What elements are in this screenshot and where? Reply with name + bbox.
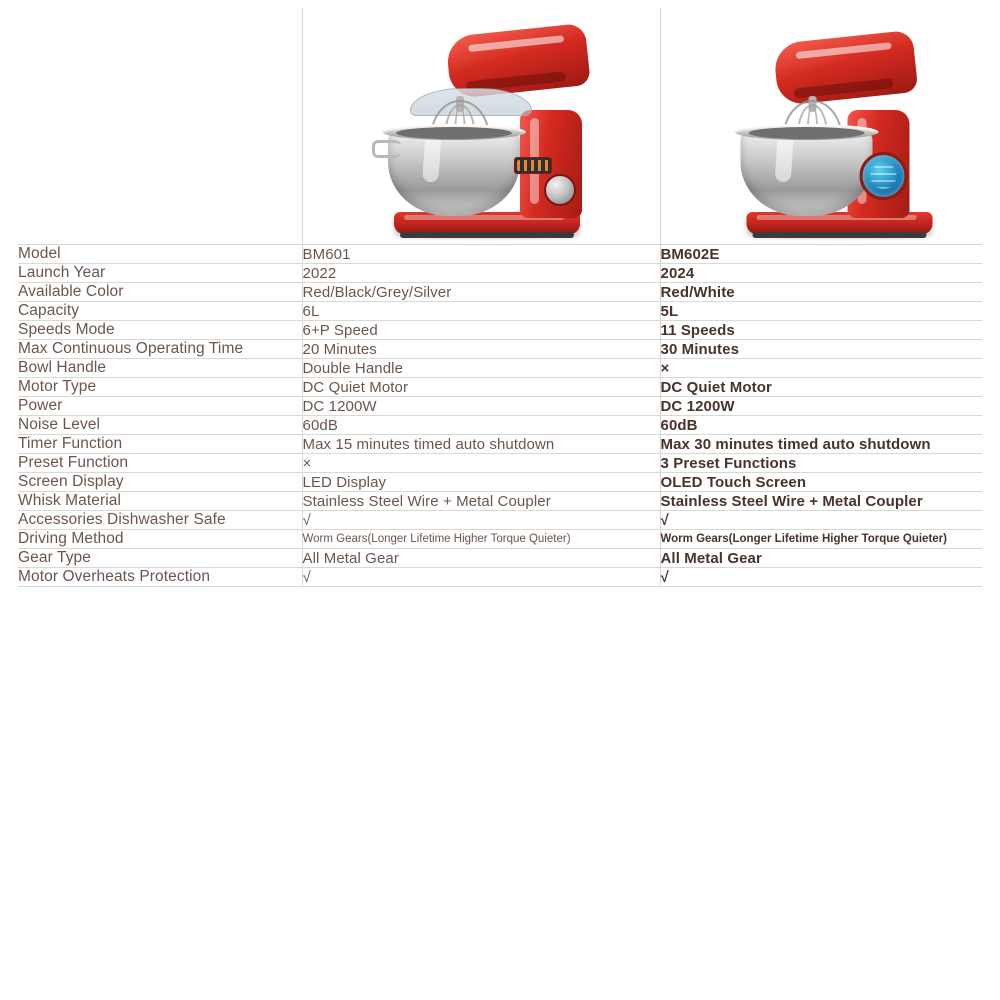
head-stripe [468, 35, 564, 52]
table-row [18, 511, 982, 530]
table-row [18, 378, 982, 397]
table-row [18, 492, 982, 511]
table-row [18, 454, 982, 473]
table-row [18, 302, 982, 321]
table-body [18, 8, 982, 587]
row-label: Noise Level [18, 416, 302, 435]
table-row [18, 568, 982, 587]
table-row [18, 359, 982, 378]
row-value-bm601: Double Handle [302, 359, 660, 378]
row-label: Accessories Dishwasher Safe [18, 511, 302, 530]
mixer-body-a [366, 24, 596, 236]
table-row [18, 416, 982, 435]
row-label: Speeds Mode [18, 321, 302, 340]
row-value-bm602e: 3 Preset Functions [660, 454, 982, 473]
table-row [18, 283, 982, 302]
row-value-bm602e: Worm Gears(Longer Lifetime Higher Torque Quieter) [660, 530, 982, 549]
mixer-illustration-bm601 [303, 12, 660, 244]
row-label: Whisk Material [18, 492, 302, 511]
table-row [18, 264, 982, 283]
row-value-bm601: 6+P Speed [302, 321, 660, 340]
row-label: Gear Type [18, 549, 302, 568]
table-row [18, 340, 982, 359]
table-row [18, 397, 982, 416]
row-value-bm602e: 11 Speeds [660, 321, 982, 340]
table-row [18, 245, 982, 264]
row-value-bm601: 60dB [302, 416, 660, 435]
row-value-bm601: BM601 [302, 245, 660, 264]
row-label: Bowl Handle [18, 359, 302, 378]
row-label: Motor Overheats Protection [18, 568, 302, 587]
table-row [18, 473, 982, 492]
row-label: Timer Function [18, 435, 302, 454]
row-value-bm601: Stainless Steel Wire + Metal Coupler [302, 492, 660, 511]
row-value-bm601: Worm Gears(Longer Lifetime Higher Torque Quieter) [302, 530, 660, 549]
row-value-bm602e: √ [660, 568, 982, 587]
row-value-bm602e: DC Quiet Motor [660, 378, 982, 397]
row-value-bm602e: 30 Minutes [660, 340, 982, 359]
row-value-bm601: DC Quiet Motor [302, 378, 660, 397]
stainless-bowl [388, 130, 520, 216]
row-value-bm601: × [302, 454, 660, 473]
row-label: Screen Display [18, 473, 302, 492]
mixer-body-b [719, 31, 924, 236]
row-label: Motor Type [18, 378, 302, 397]
row-label: Model [18, 245, 302, 264]
row-label: Capacity [18, 302, 302, 321]
row-value-bm602e: √ [660, 511, 982, 530]
row-value-bm602e: Red/White [660, 283, 982, 302]
row-value-bm601: LED Display [302, 473, 660, 492]
product-image-cell-bm602e [660, 8, 982, 245]
table-row [18, 435, 982, 454]
bowl-handle [372, 140, 401, 158]
row-label: Max Continuous Operating Time [18, 340, 302, 359]
table-row [18, 321, 982, 340]
product-image-row [18, 8, 982, 245]
row-value-bm602e: Max 30 minutes timed auto shutdown [660, 435, 982, 454]
row-value-bm602e: All Metal Gear [660, 549, 982, 568]
row-value-bm601: Red/Black/Grey/Silver [302, 283, 660, 302]
row-value-bm601: 2022 [302, 264, 660, 283]
row-value-bm601: √ [302, 511, 660, 530]
head-stripe [796, 42, 892, 59]
row-value-bm601: All Metal Gear [302, 549, 660, 568]
row-value-bm601: 6L [302, 302, 660, 321]
row-label: Driving Method [18, 530, 302, 549]
row-value-bm602e: OLED Touch Screen [660, 473, 982, 492]
row-value-bm602e: Stainless Steel Wire + Metal Coupler [660, 492, 982, 511]
oled-screen-lines [871, 163, 897, 189]
led-display-icon [514, 157, 552, 174]
row-value-bm602e: 2024 [660, 264, 982, 283]
bowl-interior [749, 127, 865, 139]
oled-touch-screen-icon [860, 152, 908, 200]
specification-table [18, 8, 982, 587]
row-label: Launch Year [18, 264, 302, 283]
product-image-cell-bm601 [302, 8, 660, 245]
led-digits [517, 160, 549, 171]
row-value-bm602e: BM602E [660, 245, 982, 264]
row-value-bm602e: 60dB [660, 416, 982, 435]
row-label: Power [18, 397, 302, 416]
mixer-illustration-bm602e [661, 12, 983, 244]
table-row [18, 530, 982, 549]
head-shadow [794, 78, 894, 98]
row-value-bm602e: DC 1200W [660, 397, 982, 416]
row-label: Preset Function [18, 454, 302, 473]
row-value-bm601: DC 1200W [302, 397, 660, 416]
row-value-bm602e: 5L [660, 302, 982, 321]
row-value-bm602e: × [660, 359, 982, 378]
row-value-bm601: 20 Minutes [302, 340, 660, 359]
mixer-head [773, 30, 919, 106]
row-value-bm601: Max 15 minutes timed auto shutdown [302, 435, 660, 454]
row-label: Available Color [18, 283, 302, 302]
image-row-empty-cell [18, 8, 302, 245]
table-row [18, 549, 982, 568]
bowl-interior [396, 127, 512, 139]
row-value-bm601: √ [302, 568, 660, 587]
speed-knob [544, 174, 576, 206]
